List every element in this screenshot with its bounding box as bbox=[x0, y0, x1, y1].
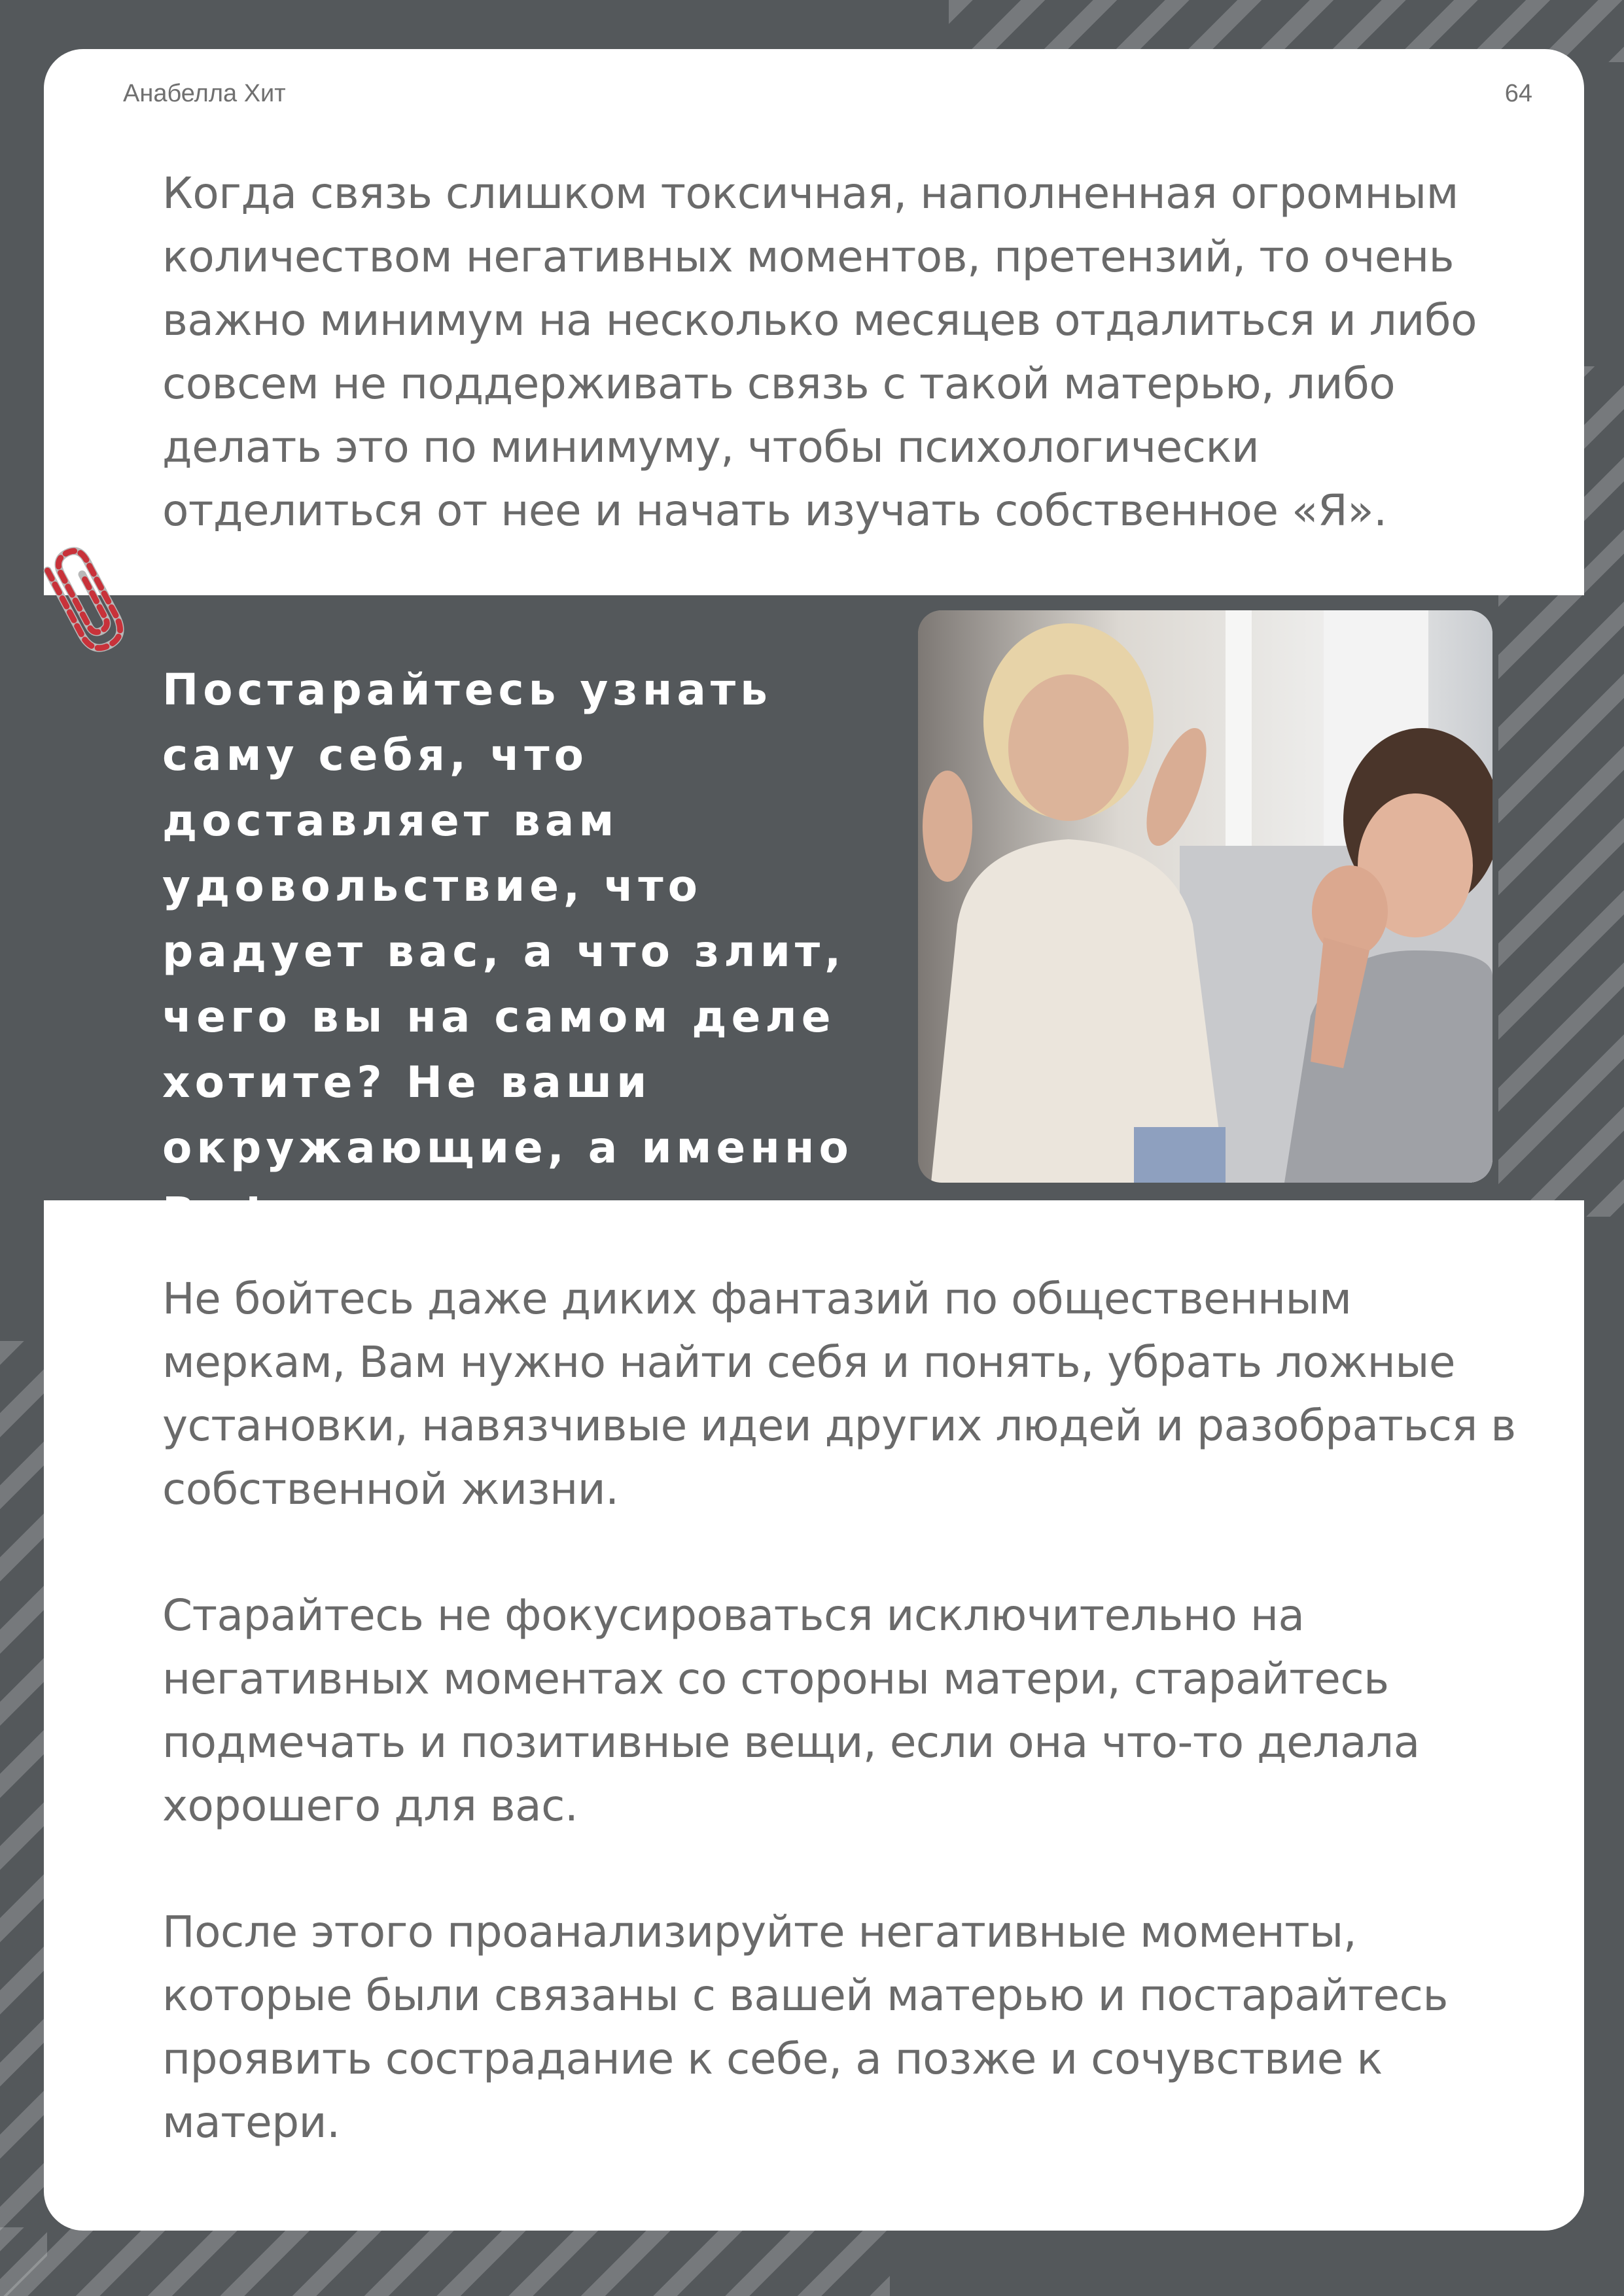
paragraph-second: Не бойтесь даже диких фантазий по общественным меркам, Вам нужно найти себя и понять, убрать ложные установки, навязчивые идеи других людей и разобраться в собственной жизни. bbox=[162, 1274, 1516, 1514]
paragraph-fourth: После этого проанализируйте негативные моменты, которые были связаны с вашей матерью и постарайтесь проявить сострадание к себе, а позже и сочувствие к матери. bbox=[162, 1907, 1448, 2148]
stripe-decoration-left bbox=[0, 1341, 47, 2296]
paperclip-icon bbox=[41, 530, 132, 661]
photo-mother-daughter bbox=[918, 610, 1492, 1183]
photo-illustration bbox=[918, 610, 1492, 1183]
running-head-author: Анабелла Хит bbox=[123, 80, 286, 107]
highlight-statement: Постарайтесь узнать саму себя, что доставляет вам удовольствие, что радует вас, а что злит, чего вы на самом деле хотите? Не ваши окружающие, а именно Вы! bbox=[162, 665, 853, 1238]
paragraph-third: Старайтесь не фокусироваться исключительно на негативных моментах со стороны матери, старайтесь подмечать и позитивные вещи, если она что-то делала хорошего для вас. bbox=[162, 1590, 1420, 1831]
stripe-decoration-bottom bbox=[0, 2227, 890, 2296]
paragraph-top: Когда связь слишком токсичная, наполненная огромным количеством негативных моментов, претензий, то очень важно минимум на несколько месяцев отдалиться и либо совсем не поддерживать связь с такой матерью, либо делать это по минимуму, чтобы психологически отделиться от нее и начать изучать собственное «Я». bbox=[162, 168, 1477, 536]
page-number: 64 bbox=[1504, 80, 1532, 107]
